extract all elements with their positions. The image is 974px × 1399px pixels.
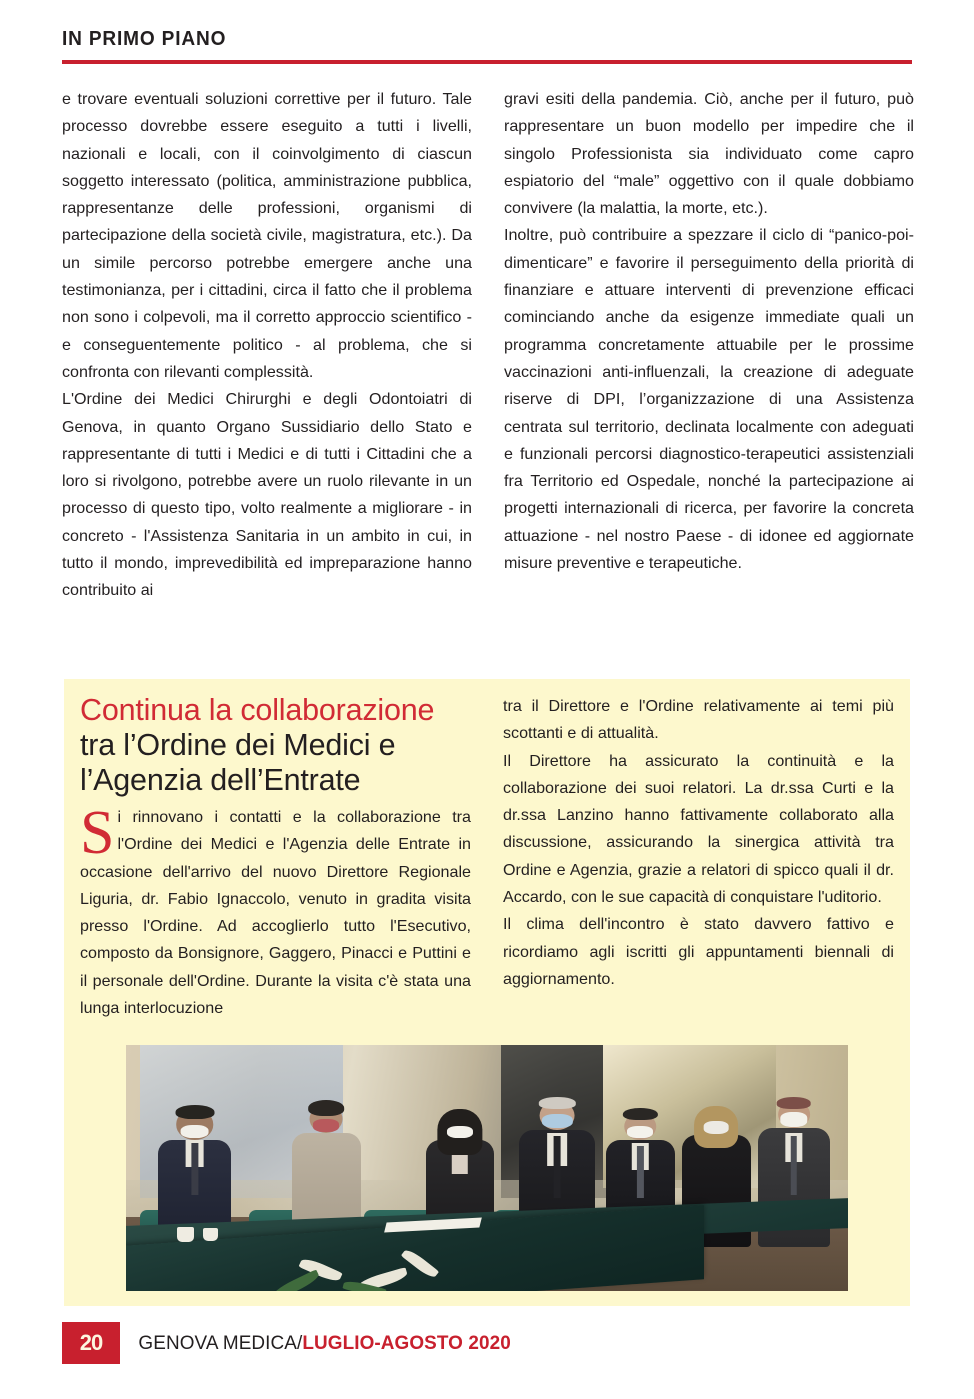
article-paragraph: L'Ordine dei Medici Chirurghi e degli Odontoiatri di Genova, in quanto Organo Sussidiario dello Stato e rappresentante di tutti i Medici e di tutti i Cittadini che a loro si rivolgono, potrebbe avere un ruolo rilevante in un processo di questo tipo, volto realmente a migliorare - in concreto - l'Assistenza Sanitaria in un ambito in cui, in tutto il mondo, imprevedibilità ed impreparazione hanno contribuito ai — [62, 390, 472, 600]
feature-lead-paragraph — [80, 799, 471, 1022]
photo-cup — [177, 1227, 194, 1242]
footer-publication: GENOVA MEDICA/ — [138, 1331, 303, 1354]
page-number: 20 — [79, 1330, 103, 1355]
footer-masthead — [120, 1322, 511, 1364]
feature-title — [80, 693, 471, 798]
article-paragraph: Inoltre, può contribuire a spezzare il ciclo di “panico-poi-dimenticare” e favorire il perseguimento della priorità di finanziare e attuare interventi di prevenzione efficaci cominciando anche da esigenze immediate quali un programma concretamente attuabile per le prossime vaccinazioni anti-influenzali, la creazione di adeguate riserve di DPI, l’organizzazione di una Assistenza centrata sul territorio, declinata localmente con adeguati e funzionali percorsi diagnostico-terapeutici assistenziali fra Territorio ed Ospedale, nonché la partecipazione ai progetti internazionali di ricerca, per favorire la concreta attuazione - nel nostro Paese - di idonee ed aggiornate misure preventive e terapeutiche. — [504, 226, 914, 573]
feature-paragraph: Il clima dell'incontro è stato davvero fattivo e ricordiamo agli iscritti gli appuntamenti biennali di aggiornamento. — [503, 915, 894, 988]
feature-photograph — [126, 1045, 848, 1291]
footer-issue: LUGLIO-AGOSTO 2020 — [302, 1331, 511, 1354]
feature-columns — [80, 693, 894, 1022]
article-left-column — [62, 86, 472, 605]
page-header — [62, 28, 912, 64]
photograph-scene — [126, 1045, 848, 1291]
feature-title-line-2: tra l’Ordine dei Medici e — [80, 728, 396, 762]
page-footer — [62, 1322, 914, 1364]
feature-paragraph: Il Direttore ha assicurato la continuità e la collaborazione dei suoi relatori. La dr.ssa Curti e la dr.ssa Lanzino hanno fattivamente collaborato alla discussione, assicurando la sinergica attività tra Ordine e Agenzia, grazie a relatori di spicco quali il dr. Accardo, con le sue capacità di conquistare l'uditorio. — [503, 751, 894, 907]
article-paragraph: e trovare eventuali soluzioni correttive per il futuro. Tale processo dovrebbe essere eseguito a tutti i livelli, nazionali e locali, con il coinvolgimento di ciascun soggetto interessato (politica, amministrazione pubblica, rappresentanze delle professioni, organismi di partecipazione della società civile, magistratura, etc.). Da un simile percorso potrebbe emergere anche una testimonianza, per i cittadini, circa il fatto che il problema non sono i colpevoli, ma il corretto approccio scientifico - e conseguentemente politico - al problema, che si confronta con rilevanti complessità. — [62, 90, 472, 381]
feature-lead-text: i rinnovano i contatti e la collaborazione tra l'Ordine dei Medici e l'Agenzia delle Entrate in occasione dell'arrivo del nuovo Direttore Regionale Liguria, dr. Fabio Ignaccolo, venuto in gradita visita presso l'Ordine. Ad accoglierlo tutto l'Esecutivo, composto da Bonsignore, Gaggero, Pinacci e Puttini e il personale dell'Ordine. Durante la visita c'è stata una lunga interlocuzione — [80, 808, 471, 1018]
page-number-badge — [62, 1322, 120, 1364]
feature-highlight-box — [64, 679, 910, 1306]
feature-dropcap: S — [80, 799, 115, 867]
feature-left-column — [80, 693, 471, 1022]
article-paragraph: gravi esiti della pandemia. Ciò, anche per il futuro, può rappresentare un buon modello per impedire che il singolo Professionista sia individuato come capro espiatorio del “male” oggettivo con il quale dobbiamo convivere (la malattia, la morte, etc.). — [504, 90, 914, 218]
feature-title-line-3: l’Agenzia dell’Entrate — [80, 763, 361, 797]
feature-paragraph: tra il Direttore e l'Ordine relativamente ai temi più scottanti e di attualità. — [503, 697, 894, 743]
photo-cup — [203, 1228, 219, 1240]
article-body — [62, 86, 914, 605]
article-right-column — [504, 86, 914, 605]
feature-right-column — [503, 693, 894, 1022]
section-kicker: IN PRIMO PIANO — [62, 27, 227, 50]
header-rule — [62, 60, 912, 64]
feature-title-line-1: Continua la collaborazione — [80, 693, 435, 727]
